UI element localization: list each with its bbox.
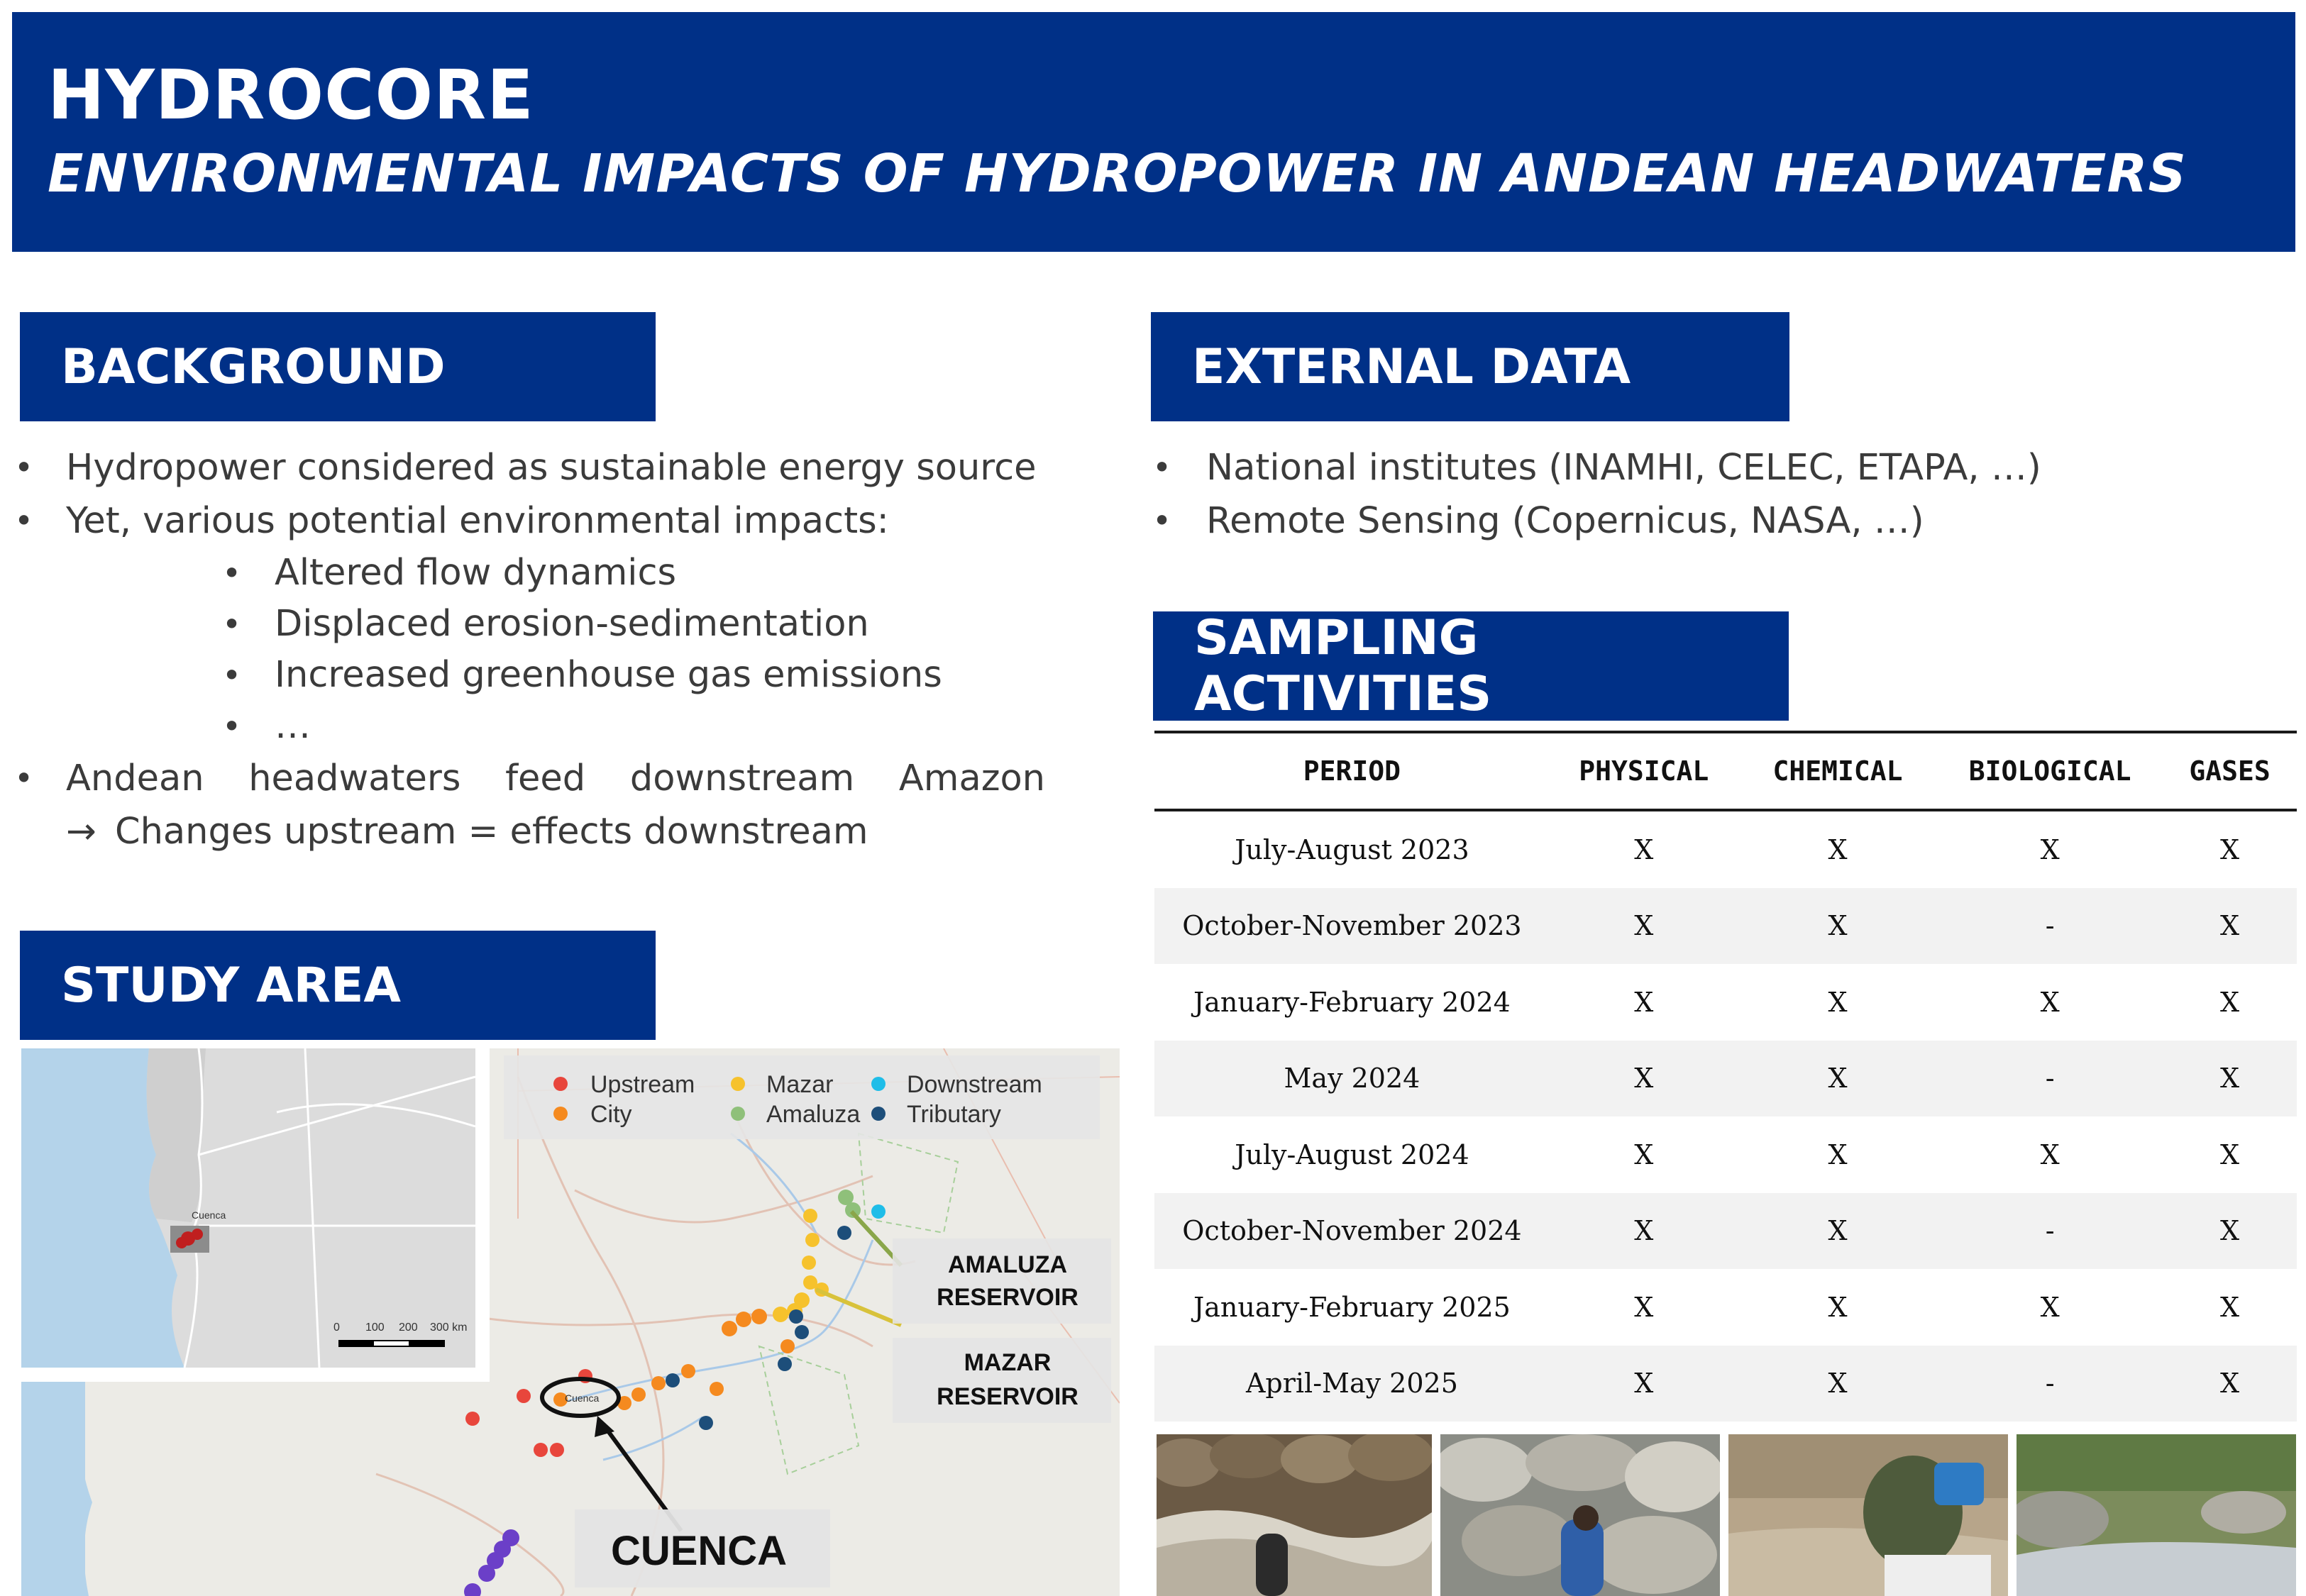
field-photo-stream: [2017, 1434, 2296, 1596]
field-photo-rocks: [1440, 1434, 1720, 1596]
table-row: [1154, 964, 2297, 1041]
svg-text:200: 200: [399, 1321, 418, 1334]
background-heading: BACKGROUND: [20, 312, 656, 421]
external-data-list: [1152, 441, 2288, 548]
background-item: • Hydropower considered as sustainable energy source: [14, 447, 1037, 489]
svg-text:Downstream: Downstream: [907, 1071, 1042, 1098]
rocks-photo-icon: [1440, 1434, 1720, 1596]
background-item: • Yet, various potential environmental impacts:: [14, 500, 889, 542]
cell-value: X: [1634, 1138, 1654, 1170]
period-cell: October-November 2023: [1154, 888, 1550, 965]
legend-swatch: [871, 1077, 886, 1091]
column-header: GASES: [2163, 732, 2297, 810]
table-row: [1154, 888, 2297, 965]
study-area-map: [21, 1048, 1120, 1596]
column-header: PHYSICAL: [1550, 732, 1738, 810]
legend-swatch: [553, 1077, 568, 1091]
svg-text:300 km: 300 km: [430, 1321, 468, 1334]
cell-value: X: [1550, 888, 1738, 965]
svg-text:100: 100: [365, 1321, 385, 1334]
cell-value: X: [1828, 986, 1848, 1018]
table-header-row: [1154, 732, 2297, 810]
poster-title: HYDROCORE: [48, 55, 534, 135]
cell-value: X: [1828, 1138, 1848, 1170]
period-cell: April-May 2025: [1154, 1346, 1550, 1422]
column-header: CHEMICAL: [1738, 732, 1938, 810]
stream-photo-icon: [2017, 1434, 2296, 1596]
cell-value: X: [2163, 888, 2297, 965]
period-cell: July-August 2023: [1235, 833, 1469, 865]
study-area-heading: STUDY AREA: [20, 931, 656, 1040]
svg-text:Cuenca: Cuenca: [565, 1392, 600, 1404]
cell-value: X: [2040, 986, 2060, 1018]
svg-text:Mazar: Mazar: [766, 1071, 834, 1098]
legend-swatch: [731, 1077, 745, 1091]
table-row: [1154, 1346, 2297, 1422]
background-subitem: • Displaced erosion-sedimentation: [222, 603, 869, 645]
period-cell: July-August 2024: [1235, 1138, 1469, 1170]
svg-text:RESERVOIR: RESERVOIR: [937, 1284, 1078, 1311]
table-row: [1154, 1269, 2297, 1346]
svg-text:MAZAR: MAZAR: [964, 1349, 1052, 1376]
legend-swatch: [871, 1107, 886, 1121]
svg-text:AMALUZA: AMALUZA: [947, 1251, 1068, 1278]
cell-value: -: [1937, 1193, 2163, 1270]
svg-text:Amaluza: Amaluza: [766, 1101, 861, 1128]
cell-value: X: [1634, 1291, 1654, 1323]
sampling-table: [1154, 731, 2297, 1422]
cell-value: -: [1937, 888, 2163, 965]
period-cell: January-February 2024: [1193, 986, 1511, 1018]
svg-text:Tributary: Tributary: [907, 1101, 1001, 1128]
period-cell: October-November 2024: [1154, 1193, 1550, 1270]
background-list: [14, 441, 1045, 858]
background-conclusion: → Changes upstream = effects downstream: [66, 811, 868, 853]
cell-value: X: [1738, 1193, 1938, 1270]
svg-text:RESERVOIR: RESERVOIR: [937, 1383, 1078, 1410]
table-row: [1154, 810, 2297, 888]
cell-value: X: [1738, 888, 1938, 965]
table-row: [1154, 1193, 2297, 1270]
inset-city-label: Cuenca: [192, 1209, 226, 1221]
cell-value: X: [1828, 1291, 1848, 1323]
poster-subtitle: ENVIRONMENTAL IMPACTS OF HYDROPOWER IN ANDEAN HEADWATERS: [48, 143, 2187, 205]
river-photo-icon: [1157, 1434, 1432, 1596]
svg-text:Upstream: Upstream: [590, 1071, 695, 1098]
cell-value: X: [1550, 1346, 1738, 1422]
legend-swatch: [553, 1107, 568, 1121]
background-subitem: • Increased greenhouse gas emissions: [222, 654, 942, 696]
cell-value: X: [2219, 1291, 2240, 1323]
study-area-map-graphic: [21, 1048, 1120, 1596]
svg-text:0: 0: [333, 1321, 340, 1334]
cell-value: X: [1828, 833, 1848, 865]
background-subitem: • …: [222, 705, 311, 747]
field-photo-sampler: [1728, 1434, 2008, 1596]
external-data-item: • National institutes (INAMHI, CELEC, ETAPA, …): [1152, 447, 2041, 489]
period-cell: January-February 2025: [1193, 1291, 1511, 1323]
table-row: [1154, 1041, 2297, 1117]
cell-value: X: [1634, 833, 1654, 865]
svg-text:CUENCA: CUENCA: [610, 1528, 788, 1574]
sampler-photo-icon: [1728, 1434, 2008, 1596]
cell-value: X: [1634, 986, 1654, 1018]
cell-value: X: [1550, 1193, 1738, 1270]
external-data-heading: EXTERNAL DATA: [1151, 312, 1789, 421]
cell-value: X: [1738, 1041, 1938, 1117]
column-header: BIOLOGICAL: [1937, 732, 2163, 810]
title-banner: [12, 12, 2295, 252]
cell-value: X: [2040, 1138, 2060, 1170]
cell-value: X: [2163, 1041, 2297, 1117]
cell-value: -: [1937, 1346, 2163, 1422]
cell-value: X: [2040, 833, 2060, 865]
period-cell: May 2024: [1154, 1041, 1550, 1117]
svg-text:City: City: [590, 1101, 632, 1128]
legend-swatch: [731, 1107, 745, 1121]
cell-value: X: [2219, 986, 2240, 1018]
background-subitem: • Altered flow dynamics: [222, 552, 677, 594]
cell-value: X: [2040, 1291, 2060, 1323]
table-row: [1154, 1116, 2297, 1193]
cell-value: X: [2163, 1193, 2297, 1270]
cell-value: X: [1738, 1346, 1938, 1422]
field-photo-river: [1157, 1434, 1432, 1596]
background-item: • Andean headwaters feed downstream Amazon: [14, 758, 1045, 799]
sampling-heading: SAMPLING ACTIVITIES: [1153, 611, 1789, 721]
external-data-item: • Remote Sensing (Copernicus, NASA, …): [1152, 500, 1924, 542]
cell-value: X: [1550, 1041, 1738, 1117]
cell-value: X: [2163, 1346, 2297, 1422]
cell-value: X: [2219, 833, 2240, 865]
right-arrow-icon: →: [66, 811, 96, 853]
cell-value: X: [2219, 1138, 2240, 1170]
column-header: PERIOD: [1154, 732, 1550, 810]
cell-value: -: [1937, 1041, 2163, 1117]
